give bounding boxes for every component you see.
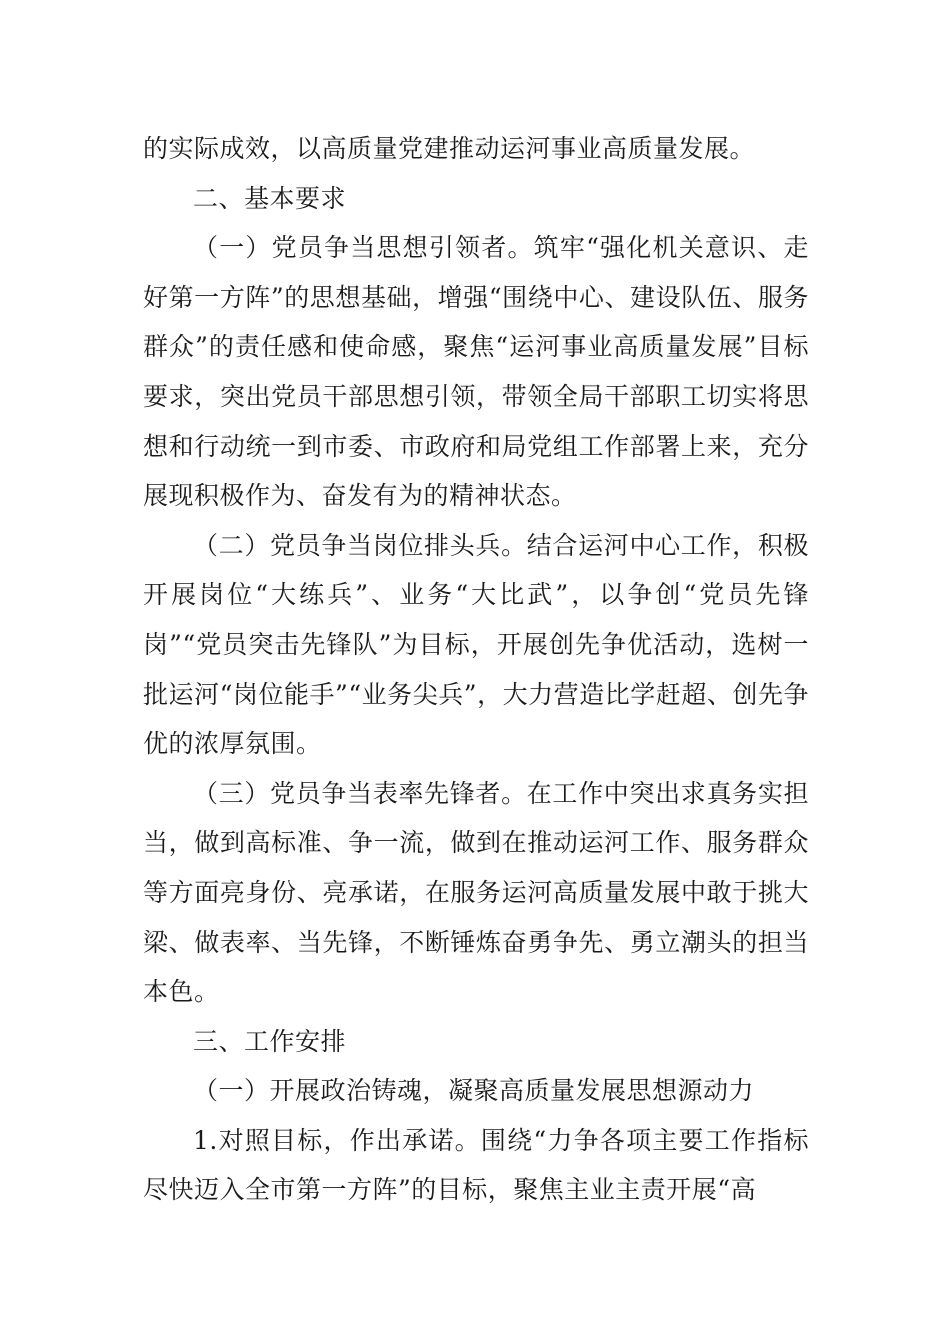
- section-heading-work-arrangement: 三、工作安排: [193, 1026, 347, 1056]
- section-heading-basic-requirements: 二、基本要求: [193, 183, 347, 213]
- paragraph-requirement-1: （一）党员争当思想引领者。筑牢“强化机关意识、走好第一方阵”的思想基础，增强“围绕中心、建设队伍、服务群众”的责任感和使命感，聚焦“运河事业高质量发展”目标要求，突出党员干部思想引领，带领全局干部职工切实将思想和行动统一到市委、市政府和局党组工作部署上来，充分展现积极作为、奋发有为的精神状态。: [143, 233, 809, 511]
- paragraph-item-1: 1.对照目标，作出承诺。围绕“力争各项主要工作指标尽快迈入全市第一方阵”的目标，聚焦主业主责开展“高: [143, 1125, 809, 1205]
- paragraph-requirement-2: （二）党员争当岗位排头兵。结合运河中心工作，积极开展岗位“大练兵”、业务“大比武”，以争创“党员先锋岗”“党员突击先锋队”为目标，开展创先争优活动，选树一批运河“岗位能手”“业务尖兵”，大力营造比学赶超、创先争优的浓厚氛围。: [143, 530, 809, 759]
- subsection-heading-political: （一）开展政治铸魂，凝聚高质量发展思想源动力: [193, 1076, 755, 1106]
- document-body: [143, 124, 809, 1215]
- paragraph-requirement-3: （三）党员争当表率先锋者。在工作中突出求真务实担当，做到高标准、争一流，做到在推动运河工作、服务群众等方面亮身份、亮承诺，在服务运河高质量发展中敢于挑大梁、做表率、当先锋，不断锤炼奋勇争先、勇立潮头的担当本色。: [143, 778, 809, 1007]
- paragraph-continuation: 的实际成效，以高质量党建推动运河事业高质量发展。: [143, 134, 756, 163]
